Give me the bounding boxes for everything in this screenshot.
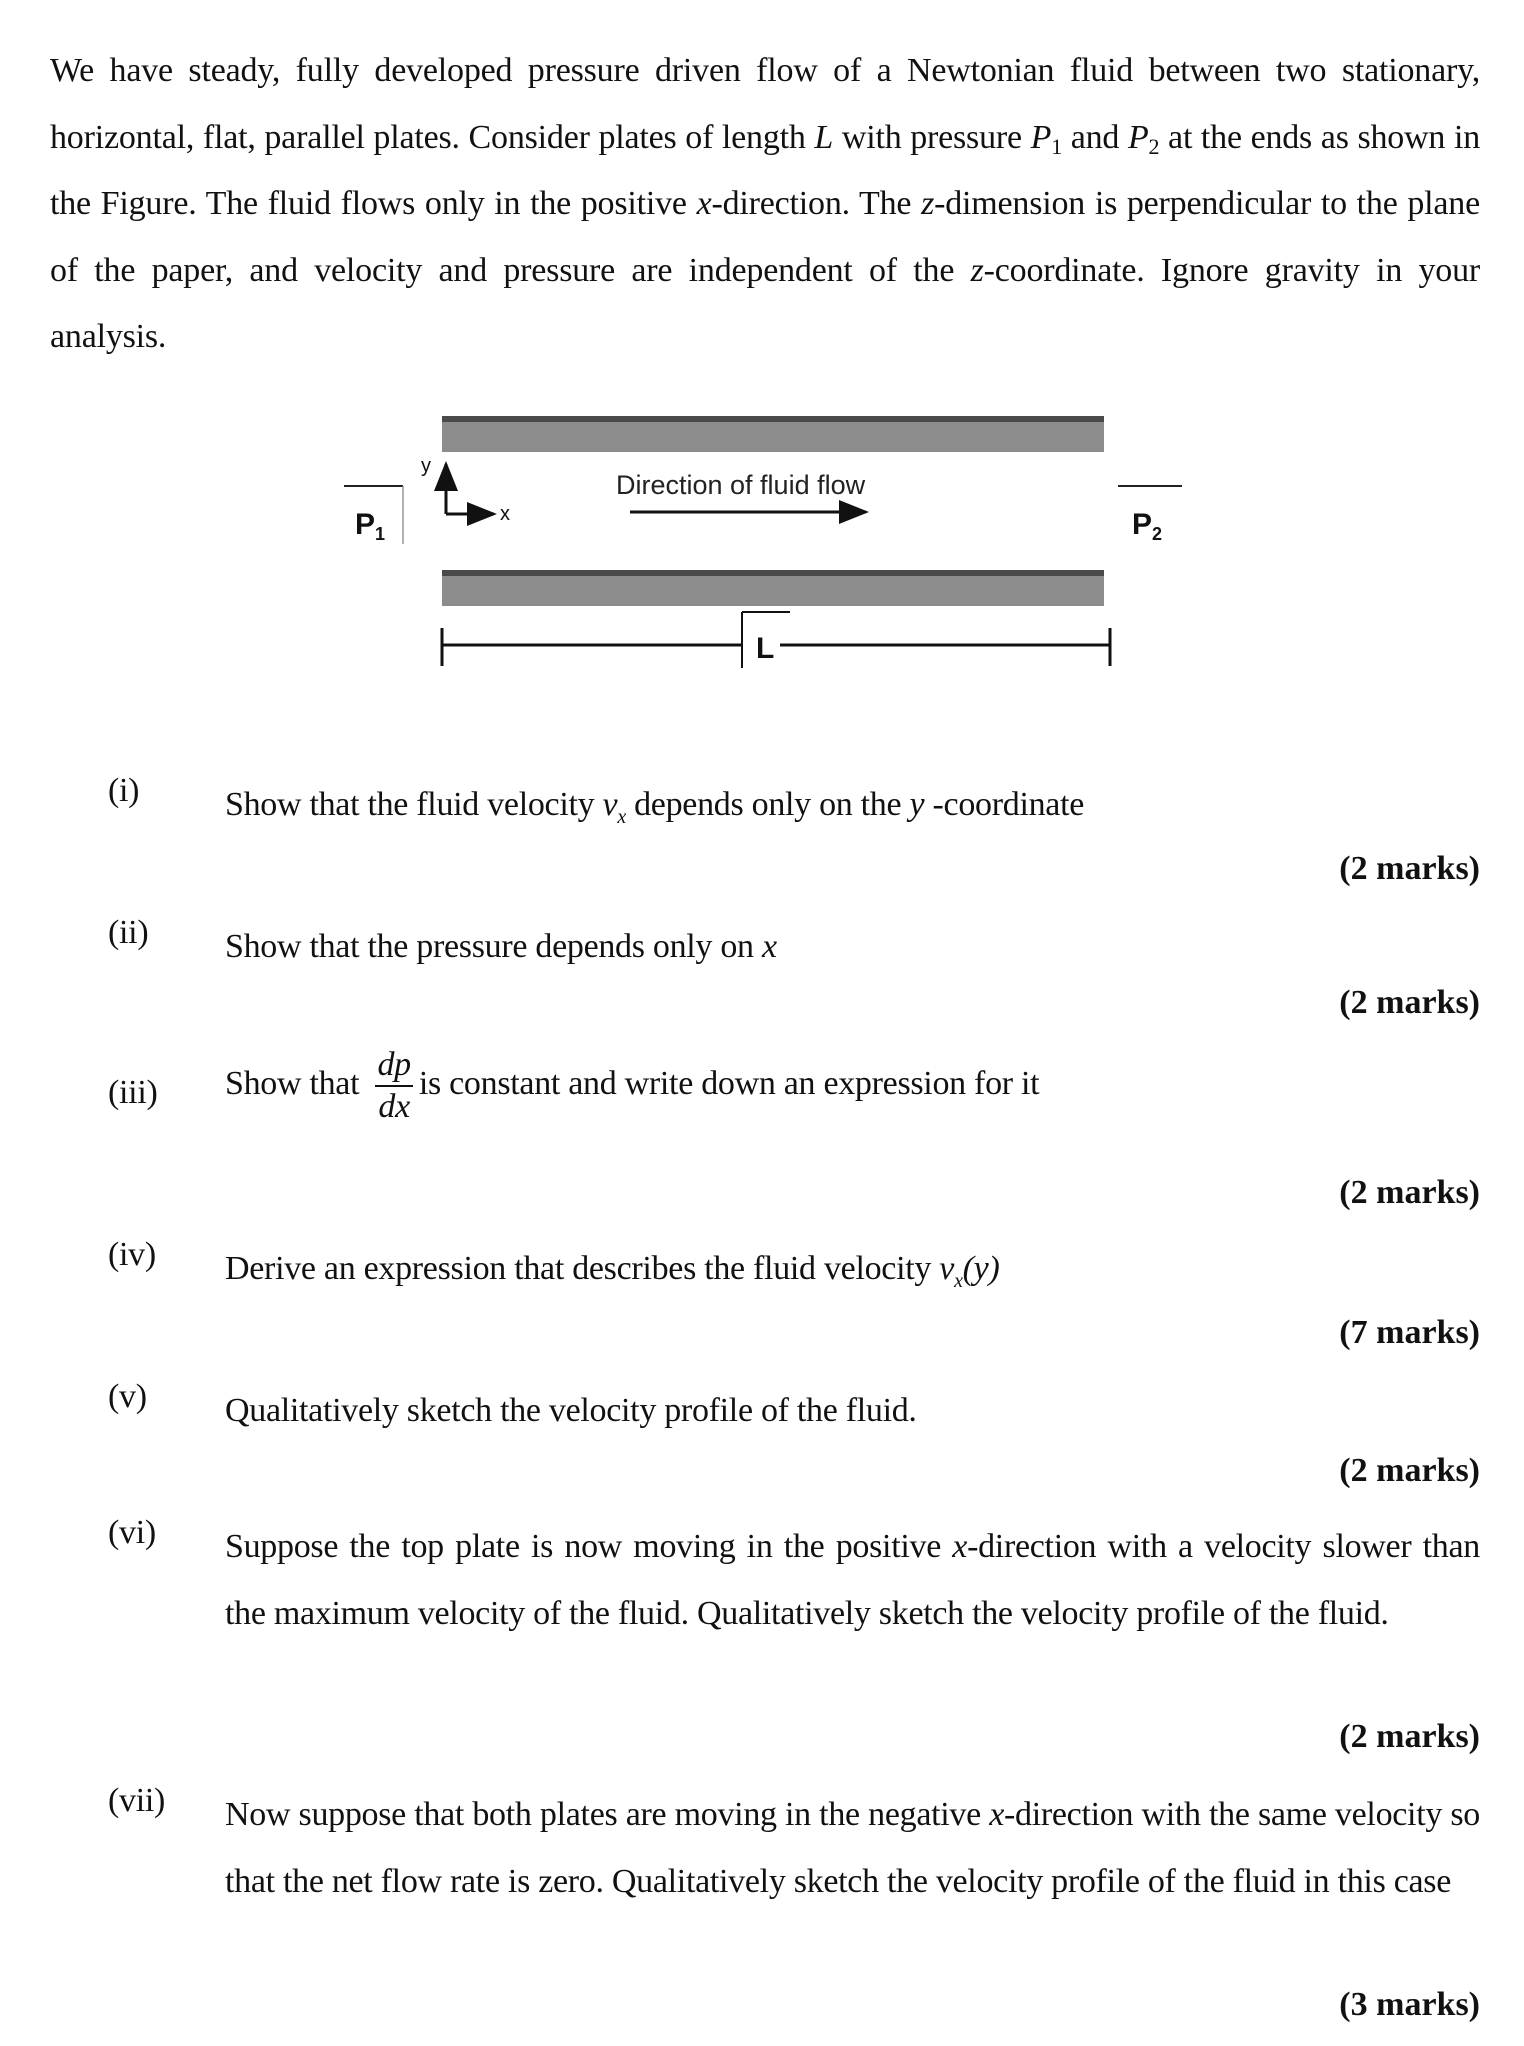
p2-symbol: P bbox=[1132, 508, 1153, 541]
question-vii-marks: (3 marks) bbox=[1339, 1986, 1480, 2023]
q1-text-b: depends only on the bbox=[625, 786, 910, 823]
axis-x-label: x bbox=[500, 503, 510, 525]
q1-text-c: -coordinate bbox=[924, 786, 1085, 823]
intro-sub-1: 1 bbox=[1051, 133, 1063, 159]
question-text bbox=[225, 1514, 1480, 1647]
question-ii-marks: (2 marks) bbox=[1339, 984, 1480, 1021]
p1-symbol: P bbox=[355, 508, 376, 541]
intro-text-3: and bbox=[1062, 118, 1128, 156]
axis-y-label: y bbox=[421, 455, 431, 477]
question-iv-marks: (7 marks) bbox=[1339, 1314, 1480, 1351]
intro-text-7: -coordinate. Ignore gravity in your analysis. bbox=[50, 251, 1481, 355]
q4-var-v: v bbox=[939, 1250, 955, 1287]
flow-direction-label: Direction of fluid flow bbox=[616, 470, 866, 500]
q1-var-v-sub: x bbox=[617, 806, 626, 828]
p1-label bbox=[344, 486, 403, 544]
question-number: (v) bbox=[108, 1378, 147, 1415]
intro-var-P2: P bbox=[1127, 118, 1149, 156]
q4-var-arg: (y) bbox=[962, 1250, 1000, 1287]
q7-var-x: x bbox=[989, 1796, 1004, 1833]
q7-text-b: -direction with the same velocity so that the net flow rate is zero. Qualitatively sketch the velocity profile of the fluid in this case bbox=[225, 1796, 1480, 1900]
flow-direction-arrow bbox=[616, 470, 866, 512]
intro-var-P1: P bbox=[1030, 118, 1052, 156]
q6-text-a: Suppose the top plate is now moving in the positive bbox=[225, 1528, 953, 1565]
bottom-plate bbox=[442, 570, 1104, 606]
flow-diagram bbox=[0, 0, 1524, 700]
q7-text-a: Now suppose that both plates are moving in the negative bbox=[225, 1796, 990, 1833]
svg-text:P2 bbox=[1132, 508, 1162, 544]
svg-text:P1 bbox=[355, 508, 385, 544]
q3-text-b: is constant and write down an expression for it bbox=[418, 1064, 1040, 1102]
p1-subscript: 1 bbox=[375, 524, 386, 544]
intro-sub-2: 2 bbox=[1148, 133, 1160, 159]
question-vi-marks: (2 marks) bbox=[1339, 1718, 1480, 1755]
q2-text-a: Show that the pressure depends only on bbox=[225, 928, 762, 965]
question-text bbox=[225, 1236, 1480, 1303]
q1-var-v: v bbox=[602, 786, 618, 823]
intro-var-z2: z bbox=[970, 251, 984, 289]
q6-var-x: x bbox=[952, 1528, 968, 1565]
intro-var-x: x bbox=[696, 185, 712, 222]
question-iii-marks: (2 marks) bbox=[1339, 1174, 1480, 1211]
question-v-marks: (2 marks) bbox=[1339, 1452, 1480, 1489]
question-text bbox=[225, 914, 1480, 981]
fraction-denominator: dx bbox=[378, 1088, 410, 1125]
fraction-numerator: dp bbox=[375, 1048, 412, 1087]
length-label: L bbox=[756, 632, 775, 665]
intro-text-5: -direction. The bbox=[711, 185, 922, 222]
q4-var-v-sub: x bbox=[954, 1270, 963, 1292]
q2-var-x: x bbox=[761, 928, 777, 965]
question-number: (vii) bbox=[108, 1782, 166, 1819]
intro-text-4: at the ends as shown in the Figure. The fluid flows only in the positive bbox=[50, 118, 1480, 222]
coordinate-axes bbox=[421, 455, 510, 525]
intro-var-L: L bbox=[814, 118, 834, 156]
p2-subscript: 2 bbox=[1152, 524, 1163, 544]
intro-var-z: z bbox=[921, 185, 935, 222]
question-text bbox=[225, 772, 1480, 839]
q6-text-b: -direction with a velocity slower than the maximum velocity of the fluid. Qualitatively sketch the velocity profile of the fluid. bbox=[225, 1528, 1480, 1632]
intro-text-1: We have steady, fully developed pressure driven flow of a Newtonian fluid between two stationary, horizontal, flat, parallel plates. Consider plates of length bbox=[50, 52, 1480, 156]
question-number: (iv) bbox=[108, 1236, 156, 1273]
q1-text-a: Show that the fluid velocity bbox=[225, 786, 603, 823]
question-number: (iii) bbox=[108, 1074, 158, 1111]
question-text bbox=[225, 1782, 1480, 1915]
q1-var-y: y bbox=[909, 786, 925, 823]
p2-label bbox=[1118, 486, 1182, 544]
question-i-marks: (2 marks) bbox=[1339, 850, 1480, 887]
question-number: (vi) bbox=[108, 1514, 156, 1551]
question-text bbox=[225, 1048, 1480, 1124]
intro-text-6: -dimension is perpendicular to the plane of the paper, and velocity and pressure are independent of the bbox=[50, 185, 1480, 289]
question-number: (i) bbox=[108, 772, 140, 809]
dp-dx-fraction bbox=[375, 1048, 412, 1124]
question-number: (ii) bbox=[108, 914, 149, 951]
q3-text-a: Show that bbox=[225, 1064, 368, 1102]
intro-text-2: with pressure bbox=[833, 118, 1031, 156]
q4-text-a: Derive an expression that describes the fluid velocity bbox=[225, 1250, 940, 1287]
top-plate bbox=[442, 416, 1104, 452]
length-dimension bbox=[442, 612, 1110, 668]
question-text: Qualitatively sketch the velocity profile of the fluid. bbox=[225, 1392, 917, 1429]
